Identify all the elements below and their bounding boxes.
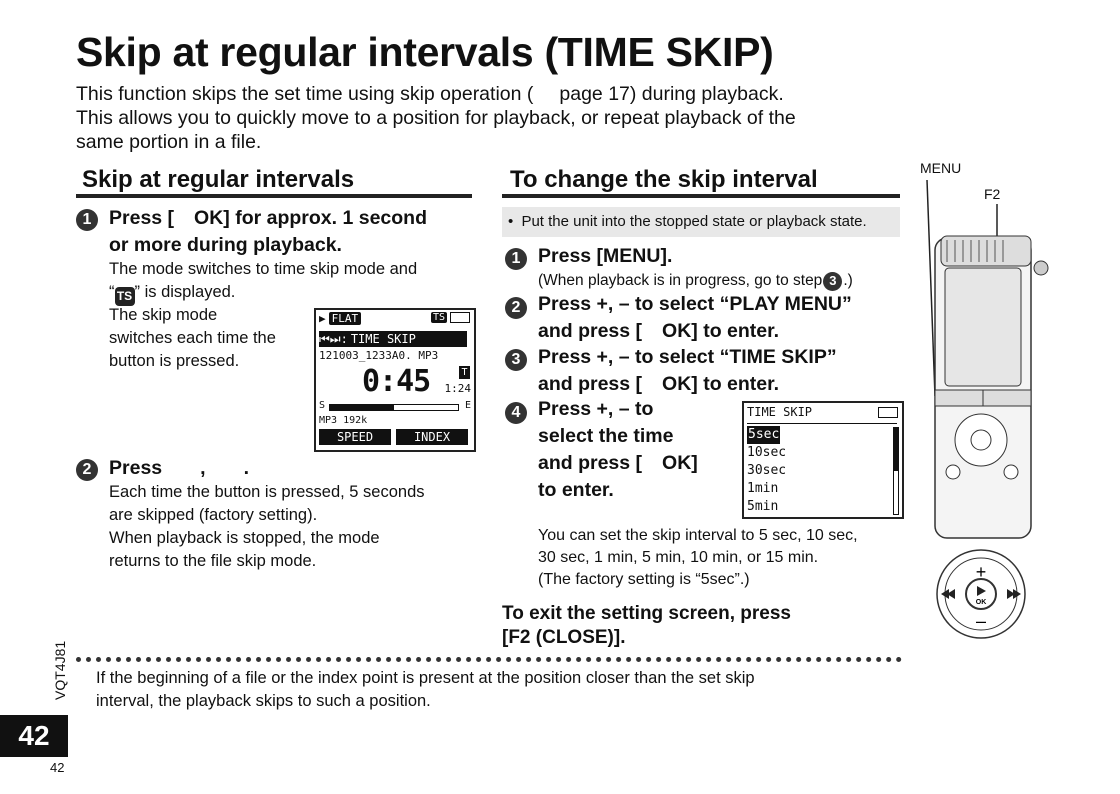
footnote-line-1: If the beginning of a file or the index point is present at the position closer than the set skip bbox=[96, 669, 755, 687]
menu-option: 1min bbox=[747, 481, 779, 496]
menu-leader-line bbox=[927, 180, 935, 396]
lcd-total-time: 1:24 bbox=[444, 382, 471, 395]
info-line-1: You can set the skip interval to 5 sec, 10 sec, bbox=[538, 527, 858, 544]
lcd-bitrate: MP3 192k bbox=[319, 415, 368, 426]
menu-lcd-title: TIME SKIP bbox=[747, 405, 813, 419]
device-screen bbox=[945, 268, 1021, 386]
dial-ok-label: OK bbox=[975, 599, 987, 606]
step-r1-note-text: (When playback is in progress, go to step bbox=[538, 272, 823, 289]
left-step-1-desc bbox=[109, 258, 479, 306]
step1-desc-2b: ” is displayed. bbox=[134, 283, 236, 301]
page-number-small: 42 bbox=[50, 760, 65, 775]
step-r3-line2b: OK] to enter. bbox=[662, 373, 780, 395]
lcd-t-badge: T bbox=[459, 366, 470, 379]
lcd-status-row bbox=[319, 312, 361, 325]
model-code: VQT4J81 bbox=[52, 640, 68, 700]
skip-mode-note bbox=[109, 304, 309, 373]
exit-line-1: To exit the setting screen, press bbox=[502, 603, 791, 624]
interval-info bbox=[538, 525, 908, 591]
page-number-tab: 42 bbox=[0, 715, 68, 757]
note-line-1: The skip mode bbox=[109, 306, 218, 324]
exit-instructions bbox=[502, 602, 791, 650]
time-skip-menu-lcd bbox=[742, 401, 904, 519]
lcd-e-marker: E bbox=[464, 400, 471, 411]
note-line-2: switches each time the bbox=[109, 329, 276, 347]
dial-plus-label: + bbox=[975, 562, 987, 582]
menu-lcd-divider bbox=[747, 423, 897, 424]
step2-desc-1: Each time the button is pressed, 5 seconds bbox=[109, 483, 425, 501]
info-line-3: (The factory setting is “5sec”.) bbox=[538, 571, 750, 588]
bullet-icon: • bbox=[508, 213, 514, 230]
menu-scrollbar bbox=[893, 427, 899, 515]
step2-desc-2: are skipped (factory setting). bbox=[109, 506, 318, 524]
step-r2-line1: Press +, – to select “PLAY MENU” bbox=[538, 293, 852, 315]
precondition-box bbox=[502, 207, 900, 237]
step-r4-line2: select the time bbox=[538, 425, 674, 447]
step-r2-line2b: OK] to enter. bbox=[662, 320, 780, 342]
ts-icon: TS bbox=[115, 287, 135, 306]
dial-minus-label: – bbox=[975, 611, 987, 631]
right-heading-rule bbox=[502, 194, 900, 198]
battery-icon bbox=[450, 312, 470, 323]
step1-desc-1: The mode switches to time skip mode and bbox=[109, 260, 418, 278]
step-number-r4: 4 bbox=[505, 402, 527, 424]
step-number-r2: 2 bbox=[505, 297, 527, 319]
step-ref-3-icon: 3 bbox=[823, 272, 842, 291]
left-step-1 bbox=[109, 205, 479, 259]
lcd-softkey-speed: SPEED bbox=[319, 429, 391, 445]
recorder-illustration bbox=[905, 176, 1055, 646]
right-step-1: Press [MENU]. bbox=[538, 245, 673, 267]
intro-line-1a: This function skips the set time using skip operation ( bbox=[76, 83, 534, 105]
lcd-s-marker: S bbox=[319, 400, 326, 411]
lcd-status-right bbox=[431, 312, 470, 323]
step2-comma: , bbox=[200, 457, 206, 479]
step-r1-note-end: .) bbox=[843, 272, 853, 289]
battery-icon bbox=[878, 407, 898, 418]
step2-text-a: Press bbox=[109, 457, 163, 479]
intro-line-1b: page 17) during playback. bbox=[559, 83, 784, 105]
ts-badge: TS bbox=[432, 312, 445, 323]
step-r4-line4: to enter. bbox=[538, 479, 614, 501]
intro-line-3: same portion in a file. bbox=[76, 131, 262, 153]
menu-lcd-options bbox=[747, 426, 786, 516]
left-step-2-desc bbox=[109, 481, 489, 573]
playback-lcd-screen bbox=[314, 308, 476, 452]
intro-line-2: This allows you to quickly move to a position for playback, or repeat playback of the bbox=[76, 107, 796, 129]
lcd-elapsed-time: 0:45 bbox=[362, 364, 431, 399]
left-section-heading: Skip at regular intervals bbox=[82, 166, 355, 193]
menu-option: 5min bbox=[747, 499, 779, 514]
lcd-progress-bar bbox=[329, 404, 459, 411]
play-icon: ▶ bbox=[319, 312, 326, 325]
lcd-mode-bar bbox=[319, 331, 467, 347]
right-step-4 bbox=[538, 396, 698, 504]
info-line-2: 30 sec, 1 min, 5 min, 10 min, or 15 min. bbox=[538, 549, 819, 566]
dotted-separator bbox=[76, 657, 902, 662]
right-step-3 bbox=[538, 344, 837, 398]
step-r2-line2a: and press [ bbox=[538, 320, 643, 342]
step1-desc-2a: “ bbox=[109, 283, 115, 301]
left-heading-rule bbox=[76, 194, 472, 198]
step1-text-line2: or more during playback. bbox=[109, 234, 342, 256]
step2-period: . bbox=[243, 457, 249, 479]
menu-scrollbar-thumb bbox=[894, 428, 898, 471]
menu-option: 5sec bbox=[748, 427, 780, 442]
flat-badge: FLAT bbox=[329, 312, 362, 325]
step-r3-line2a: and press [ bbox=[538, 373, 643, 395]
page-title: Skip at regular intervals (TIME SKIP) bbox=[76, 29, 774, 75]
menu-option: 10sec bbox=[747, 445, 787, 460]
footnote-line-2: interval, the playback skips to such a position. bbox=[96, 692, 431, 710]
menu-callout-label: MENU bbox=[920, 160, 962, 176]
lcd-progress-fill bbox=[330, 405, 394, 410]
lcd-softkey-index: INDEX bbox=[396, 429, 468, 445]
menu-option: 30sec bbox=[747, 463, 787, 478]
left-step-2 bbox=[109, 455, 249, 482]
step-number-1: 1 bbox=[76, 209, 98, 231]
skip-arrows-icon: ⏮⏭: bbox=[319, 332, 348, 346]
step-number-r3: 3 bbox=[505, 349, 527, 371]
right-step-2 bbox=[538, 291, 852, 345]
note-line-3: button is pressed. bbox=[109, 352, 240, 370]
step-r4-line3b: OK] bbox=[662, 452, 698, 474]
mic-icon bbox=[1034, 261, 1048, 275]
step-number-r1: 1 bbox=[505, 248, 527, 270]
right-section-heading: To change the skip interval bbox=[510, 166, 818, 193]
intro-paragraph bbox=[76, 82, 896, 154]
step2-desc-3: When playback is stopped, the mode bbox=[109, 529, 380, 547]
f2-callout-label: F2 bbox=[984, 186, 1001, 202]
exit-line-2: [F2 (CLOSE)]. bbox=[502, 627, 626, 648]
right-step-1-note bbox=[538, 270, 853, 292]
step2-desc-4: returns to the file skip mode. bbox=[109, 552, 317, 570]
step1-text-b: OK] for approx. 1 second bbox=[194, 207, 427, 229]
step-r4-line1: Press +, – to bbox=[538, 398, 654, 420]
precondition-text: Put the unit into the stopped state or playback state. bbox=[521, 213, 867, 230]
step1-text-a: Press [ bbox=[109, 207, 175, 229]
lcd-mode-text: TIME SKIP bbox=[350, 332, 416, 346]
lcd-filename: 121003_1233A0. MP3 bbox=[319, 349, 439, 362]
footnote bbox=[96, 667, 755, 713]
step-number-2: 2 bbox=[76, 459, 98, 481]
step-r4-line3a: and press [ bbox=[538, 452, 643, 474]
step-r3-line1: Press +, – to select “TIME SKIP” bbox=[538, 346, 837, 368]
